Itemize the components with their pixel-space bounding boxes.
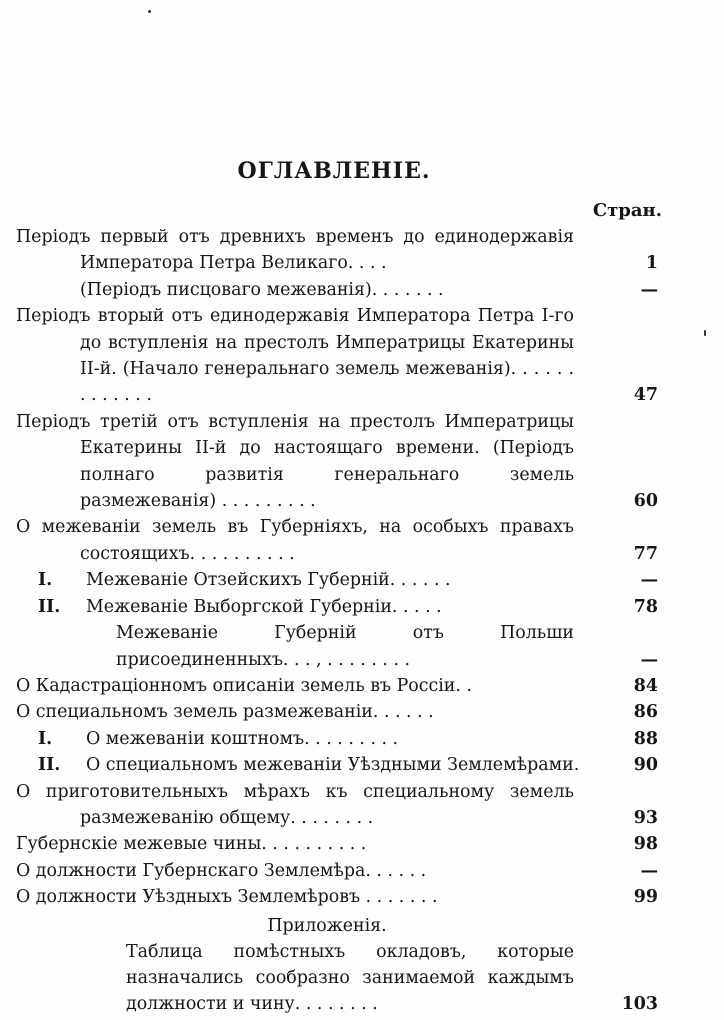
- roman-numeral: I.: [38, 728, 53, 749]
- roman-numeral: [50, 939, 126, 965]
- table-of-contents: [16, 224, 658, 1018]
- toc-entry-page: 47: [633, 385, 658, 406]
- toc-subentry: [16, 752, 658, 778]
- page-title: ОГЛАВЛЕНIЕ.: [237, 158, 431, 184]
- toc-entry-text: Перiодъ первый отъ древнихъ временъ до единодержавiя Императора Петра Великаго. . . .: [16, 227, 574, 274]
- toc-subentry: [16, 726, 658, 752]
- toc-entry-text: Перiодъ третiй отъ вступленiя на престолъ Императрицы Екатерины II-й до настоящаго времени. (Перiодъ полнаго развитiя генеральнаго земель размежеванiя) . . . . . . . . .: [16, 411, 574, 512]
- toc-entry-text: О должности Губернскаго Землемѣра. . . . . .: [16, 860, 427, 881]
- toc-entry-page: 99: [633, 887, 658, 908]
- toc-entry-page: 98: [633, 834, 658, 855]
- toc-entry-text: (Перiодъ писцоваго межеванiя). . . . . . .: [80, 279, 444, 300]
- toc-entry: [16, 884, 658, 910]
- toc-entry: [16, 277, 658, 303]
- toc-entry-page: 86: [633, 702, 658, 723]
- print-speck: [704, 330, 706, 336]
- toc-entry-text: О специальномъ межеванiи Уѣздными Землемѣрами.: [86, 755, 580, 776]
- toc-entry-text: Межеванiе Губернiй отъ Польши присоединенныхъ. . . , . . . . . . . .: [116, 623, 574, 670]
- toc-entry-page: 103: [621, 994, 658, 1015]
- toc-entry: [16, 303, 658, 409]
- toc-entry-page: —: [640, 570, 658, 591]
- toc-entry: [16, 779, 658, 832]
- toc-entry: [16, 699, 658, 725]
- toc-entry-text: О приготовительныхъ мѣрахъ къ специальному земель размежеванiю общему. . . . . . . .: [16, 781, 574, 828]
- print-speck: [148, 10, 151, 13]
- toc-entry-page: 88: [633, 728, 658, 749]
- toc-entry-page: —: [640, 649, 658, 670]
- roman-numeral: II.: [38, 755, 61, 776]
- toc-entry-text: О должности Уѣздныхъ Землемѣровъ . . . . . . .: [16, 887, 438, 908]
- toc-subentry: [16, 594, 658, 620]
- toc-subentry: [16, 620, 658, 673]
- toc-appendix-entry: [16, 939, 658, 1018]
- toc-entry-text: О межеванiи коштномъ. . . . . . . . .: [86, 728, 399, 749]
- toc-entry-page: 93: [633, 807, 658, 828]
- toc-entry: [16, 858, 658, 884]
- toc-entry-page: 1: [645, 253, 658, 274]
- roman-numeral: II.: [38, 596, 61, 617]
- toc-entry-text: О межеванiи земель въ Губернiяхъ, на особыхъ правахъ состоящихъ. . . . . . . . . .: [16, 517, 574, 564]
- toc-entry-page: 78: [633, 596, 658, 617]
- toc-entry-page: 77: [633, 543, 658, 564]
- toc-entry: [16, 514, 658, 567]
- toc-entry-text: Таблица помѣстныхъ окладовъ, которые назначались сообразно занимаемой каждымъ должности и чину. . . . . . . .: [126, 941, 574, 1015]
- toc-entry: [16, 409, 658, 515]
- toc-entry-page: —: [640, 279, 658, 300]
- toc-entry: [16, 673, 658, 699]
- toc-entry-text: Губернскiе межевые чины. . . . . . . . . .: [16, 834, 367, 855]
- appendix-heading: Приложенiя.: [267, 915, 387, 936]
- roman-numeral: I.: [38, 570, 53, 591]
- toc-entry-page: 60: [633, 491, 658, 512]
- page-column-label: Стран.: [592, 200, 662, 221]
- roman-numeral: [38, 620, 116, 646]
- toc-entry-page: —: [640, 860, 658, 881]
- toc-entry-page: 84: [633, 675, 658, 696]
- toc-entry-text: Межеванiе Отзейскихъ Губернiй. . . . . .: [86, 570, 451, 591]
- toc-entry-text: Перiодъ вторый отъ единодержавiя Императора Петра I-го до вступленiя на престолъ Императрицы Екатерины II-й. (Начало генеральнаго земель межеванiя). . . . . . . . . . . . .: [16, 306, 574, 406]
- toc-entry-page: 90: [633, 755, 658, 776]
- toc-entry-text: О Кадастрацiонномъ описанiи земель въ Россiи. .: [16, 675, 472, 696]
- toc-subentry: [16, 567, 658, 593]
- toc-entry: [16, 831, 658, 857]
- toc-entry-text: Межеванiе Выборгской Губернiи. . . . .: [86, 596, 442, 617]
- toc-entry-text: О специальномъ земель размежеванiи. . . . . .: [16, 702, 434, 723]
- toc-entry: [16, 224, 658, 277]
